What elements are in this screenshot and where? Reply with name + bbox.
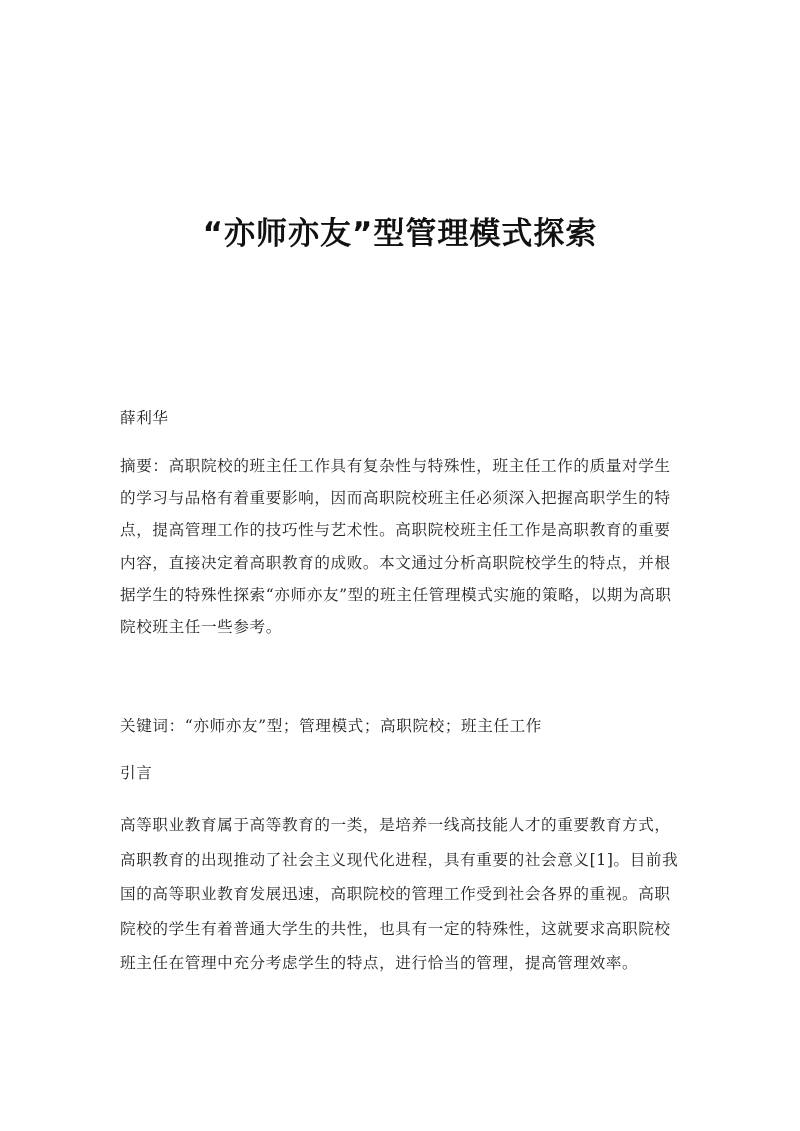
author-name: 薛利华 bbox=[120, 409, 169, 427]
keywords-line: 关键词：“亦师亦友”型；管理模式；高职院校；班主任工作 bbox=[120, 717, 542, 735]
section-heading-introduction: 引言 bbox=[120, 764, 153, 782]
document-title: “亦师亦友”型管理模式探索 bbox=[202, 215, 598, 252]
abstract-paragraph: 摘要：高职院校的班主任工作具有复杂性与特殊性，班主任工作的质量对学生的学习与品格有着重要影响，因而高职院校班主任必须深入把握高职学生的特点，提高管理工作的技巧性与艺术性。高职院校班主任工作是高职教育的重要内容，直接决定着高职教育的成败。本文通过分析高职院校学生的特点，并根据学生的特殊性探索“亦师亦友”型的班主任管理模式实施的策略，以期为高职院校班主任一些参考。 bbox=[120, 457, 672, 637]
introduction-paragraph: 高等职业教育属于高等教育的一类，是培养一线高技能人才的重要教育方式，高职教育的出现推动了社会主义现代化进程，具有重要的社会意义[1]。目前我国的高等职业教育发展迅速，高职院校的管理工作受到社会各界的重视。高职院校的学生有着普通大学生的共性，也具有一定的特殊性，这就要求高职院校班主任在管理中充分考虑学生的特点，进行恰当的管理，提高管理效率。 bbox=[120, 816, 679, 973]
